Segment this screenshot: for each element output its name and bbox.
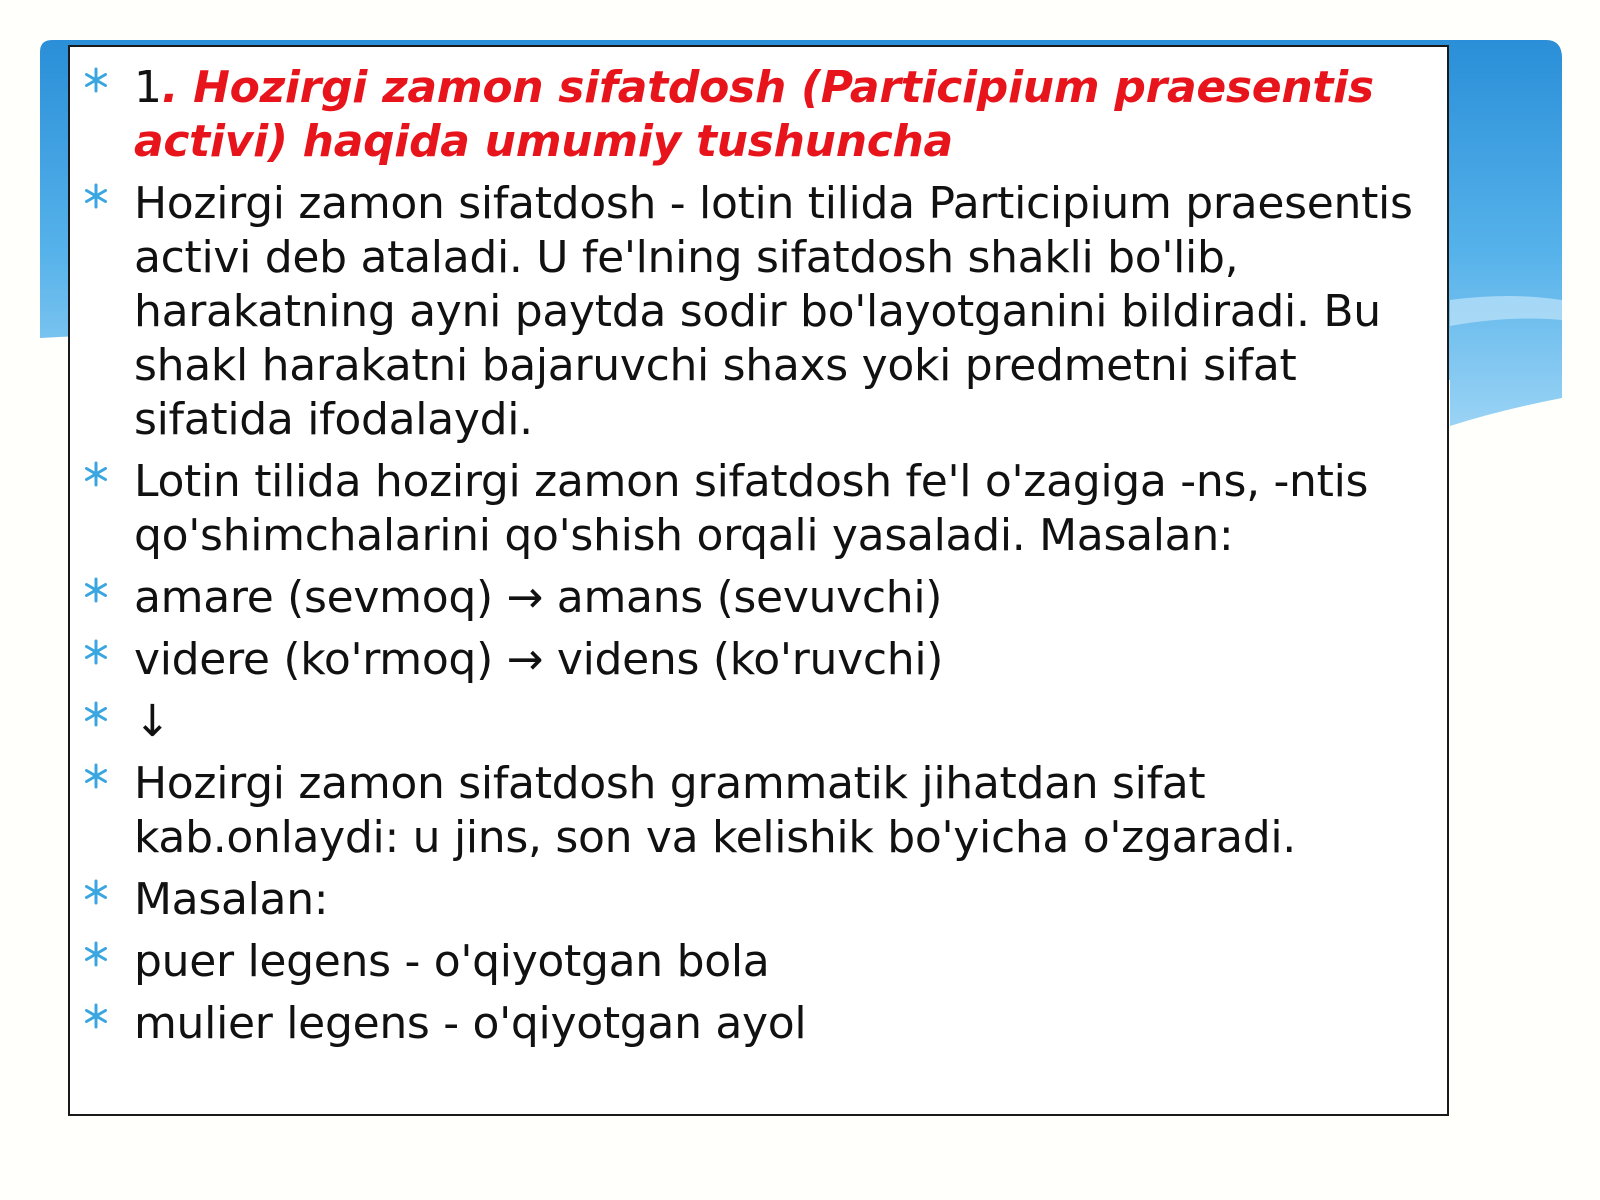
asterisk-star-icon: [83, 997, 109, 1051]
item-text: amare (sevmoq) → amans (sevuvchi): [134, 572, 943, 623]
list-item: [70, 935, 1427, 989]
list-item: [70, 695, 1427, 749]
item-text: Hozirgi zamon sifatdosh - lotin tilida Participium praesentis activi deb ataladi. U fe'lning sifatdosh shakli bo'lib, harakatning ayni paytda sodir bo'layotganini bildiradi. Bu shakl harakatni bajaruvchi shaxs yoki predmetni sifat sifatida ifodalaydi.: [134, 178, 1413, 445]
item-text: Lotin tilida hozirgi zamon sifatdosh fe'l o'zagiga -ns, -ntis qo'shimchalarini qo'shish orqali yasaladi. Masalan:: [134, 456, 1369, 561]
asterisk-star-icon: [83, 61, 109, 115]
section-title: . Hozirgi zamon sifatdosh (Participium praesentis activi) haqida umumiy tushuncha: [134, 62, 1374, 167]
list-item: [70, 571, 1427, 625]
bullet-list: [70, 47, 1447, 1051]
list-item: [70, 455, 1427, 563]
list-item: [70, 177, 1427, 447]
list-item: [70, 633, 1427, 687]
asterisk-star-icon: [83, 757, 109, 811]
item-text: puer legens - o'qiyotgan bola: [134, 936, 770, 987]
title-prefix: 1: [134, 62, 162, 113]
asterisk-star-icon: [83, 177, 109, 231]
list-item: [70, 757, 1427, 865]
item-text: videre (ko'rmoq) → videns (ko'ruvchi): [134, 634, 944, 685]
slide-content-box: [68, 45, 1449, 1116]
list-item: [70, 997, 1427, 1051]
list-item-title: [70, 61, 1427, 169]
down-arrow-text: ↓: [134, 696, 171, 747]
asterisk-star-icon: [83, 935, 109, 989]
asterisk-star-icon: [83, 571, 109, 625]
asterisk-star-icon: [83, 633, 109, 687]
asterisk-star-icon: [83, 873, 109, 927]
asterisk-star-icon: [83, 695, 109, 749]
asterisk-star-icon: [83, 455, 109, 509]
item-text: Masalan:: [134, 874, 329, 925]
item-text: Hozirgi zamon sifatdosh grammatik jihatdan sifat kab.onlaydi: u jins, son va kelishik bo'yicha o'zgaradi.: [134, 758, 1296, 863]
list-item: [70, 873, 1427, 927]
item-text: mulier legens - o'qiyotgan ayol: [134, 998, 807, 1049]
